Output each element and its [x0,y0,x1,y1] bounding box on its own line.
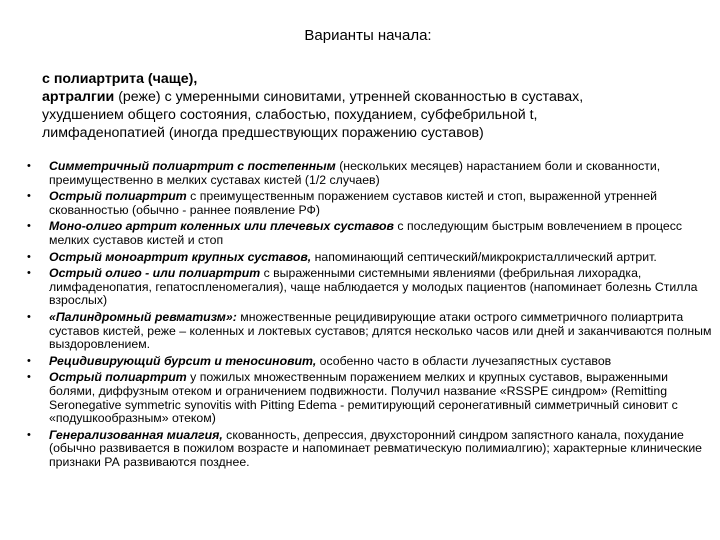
bullet-icon: • [27,428,31,441]
intro-line-4: лимфаденопатией (иногда предшествующих поражению суставов) [42,125,484,141]
slide-title: Варианты начала: [304,27,432,44]
bullet-icon: • [27,190,31,203]
list-item: • Острый моноартрит крупных суставов, напоминающий септический/микрокристаллический артрит. [27,249,657,264]
list-item: • Рецидивирующий бурсит и теносиновит, особенно часто в области лучезапястных суставов [27,353,612,368]
intro-line-2: артралгии (реже) с умеренными синовитами, утренней скованностью в суставах, [42,89,584,105]
list-item: • Симметричный полиартрит с постепенным (нескольких месяцев) нарастанием боли и скованности, преимущественно в мелких суставах кистей (1/2 случаев) [27,159,661,187]
intro-line-1: с полиартрита (чаще), [42,71,198,87]
intro-line-3: ухудшением общего состояния, слабостью, похуданием, субфебрильной t, [42,107,538,123]
bullet-icon: • [27,310,31,323]
bullet-icon: • [27,371,31,384]
bullet-icon: • [27,267,31,280]
intro-block [42,70,712,142]
onset-variants-list [0,160,720,472]
bullet-icon: • [27,354,31,367]
list-item: • Моно-олиго артрит коленных или плечевых суставов с последующим быстрым вовлечением в процесс мелких суставов кистей и стоп [27,219,683,247]
bullet-icon: • [27,250,31,263]
bullet-icon: • [27,220,31,233]
list-item: • Острый полиартрит с преимущественным поражением суставов кистей и стоп, выраженной утренней скованностью (обычно - раннее появление РФ) [27,189,658,217]
list-item: • Генерализованная миалгия, скованность, депрессия, двухсторонний синдром запястного канала, похудание (обычно развивается в пожилом возрасте и напоминает ревматическую полимиалгию); характерные клинические признаки РА развиваются позднее. [27,427,703,469]
bullet-icon: • [27,160,31,172]
list-item: • Острый олиго - или полиартрит с выраженными системными явлениями (фебрильная лихорадка, лимфаденопатия, гепатоспленомегалия), чаще наблюдается у молодых пациентов (напоминает болезнь Стилла взрослых) [27,266,698,308]
list-item: • Острый полиартрит у пожилых множественным поражением мелких и крупных суставов, выраженными болями, диффузным отеком и ограничением подвижности. Получил название «RSSPE синдром» (Remitting Seronegative symmetric synovitis with Pitting Edema - ремитирующий серонегативный симметричный синовит с «подушкообразным» отеком) [27,370,678,426]
list-item: • «Палиндромный ревматизм»: множественные рецидивирующие атаки острого симметричного полиартрита суставов кистей, реже – коленных и локтевых суставов; длятся несколько часов или дней и заканчиваются полным выздоровлением. [27,309,712,352]
